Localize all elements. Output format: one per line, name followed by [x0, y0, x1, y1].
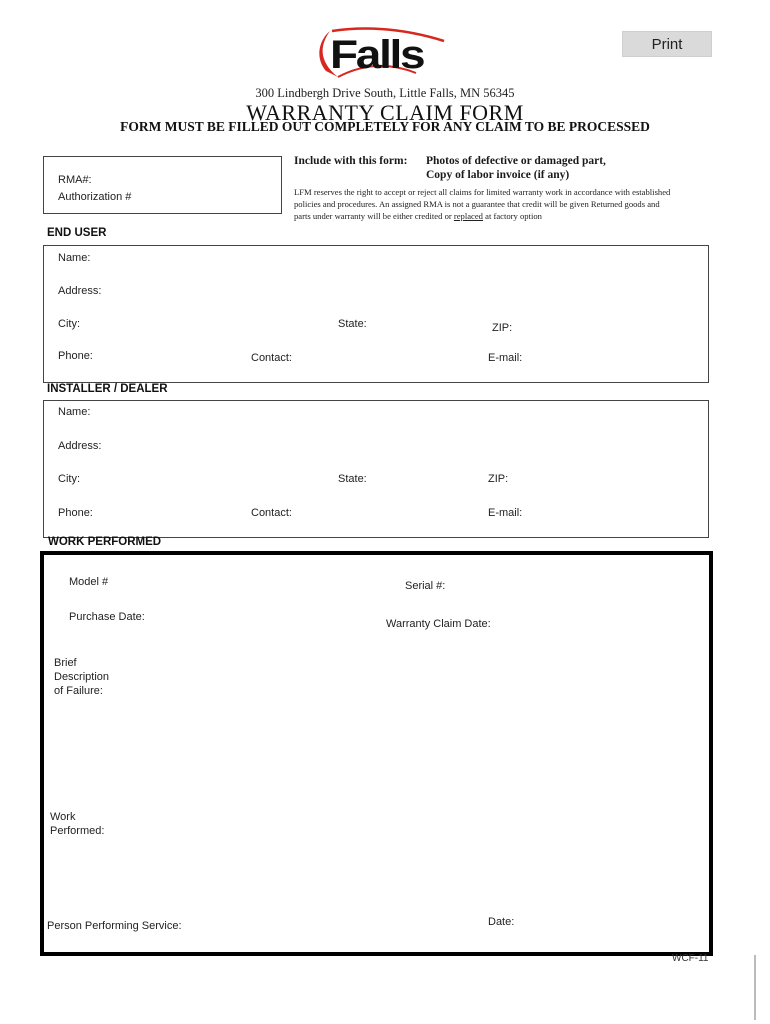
installer-city-field[interactable]: City:: [58, 473, 80, 485]
installer-heading: INSTALLER / DEALER: [47, 383, 168, 395]
installer-state-field[interactable]: State:: [338, 473, 367, 485]
end-user-city-field[interactable]: City:: [58, 318, 80, 330]
purchase-date-field[interactable]: Purchase Date:: [69, 611, 145, 623]
authorization-label: Authorization #: [58, 191, 132, 203]
failure-description-field[interactable]: Brief Description of Failure:: [54, 657, 110, 697]
include-label: Include with this form:: [294, 155, 408, 167]
scan-edge-divider: [754, 955, 756, 1020]
service-date-field[interactable]: Date:: [488, 916, 515, 928]
page-subtitle: FORM MUST BE FILLED OUT COMPLETELY FOR ANY CLAIM TO BE PROCESSED: [120, 119, 650, 134]
installer-contact-field[interactable]: Contact:: [251, 507, 292, 519]
installer-address-field[interactable]: Address:: [58, 440, 102, 452]
model-field[interactable]: Model #: [69, 576, 109, 588]
page-title: WARRANTY CLAIM FORM: [246, 100, 524, 125]
rma-label: RMA#:: [58, 174, 92, 186]
person-performing-service-field[interactable]: Person Performing Service:: [47, 920, 182, 932]
end-user-name-field[interactable]: Name:: [58, 252, 91, 264]
notice-line: parts under warranty will be either credited or replaced at factory option: [294, 211, 542, 221]
form-code: WCF-11: [672, 953, 709, 964]
include-item-invoice: Copy of labor invoice (if any): [426, 169, 570, 181]
installer-email-field[interactable]: E-mail:: [488, 507, 523, 519]
installer-box: [43, 400, 709, 538]
end-user-heading: END USER: [47, 227, 107, 239]
rma-box[interactable]: [43, 156, 282, 214]
end-user-contact-field[interactable]: Contact:: [251, 352, 292, 364]
falls-logo: [316, 27, 456, 85]
installer-phone-field[interactable]: Phone:: [58, 507, 93, 519]
warranty-claim-date-field[interactable]: Warranty Claim Date:: [386, 618, 491, 630]
end-user-email-field[interactable]: E-mail:: [488, 352, 523, 364]
work-performed-field[interactable]: Work Performed:: [50, 811, 105, 837]
replaced-text: replaced: [453, 211, 483, 221]
work-performed-heading: WORK PERFORMED: [48, 536, 162, 548]
company-address: 300 Lindbergh Drive South, Little Falls, MN 56345: [255, 86, 515, 100]
work-performed-box: [40, 551, 713, 956]
include-item-photos: Photos of defective or damaged part,: [426, 155, 606, 167]
notice-line: policies and procedures. An assigned RMA is not a guarantee that credit will be given Returned goods and: [294, 199, 660, 209]
notice-line: LFM reserves the right to accept or reject all claims for limited warranty work in accordance with established: [294, 187, 671, 197]
print-button[interactable]: Print: [622, 31, 712, 57]
logo-wordmark: Falls: [330, 33, 424, 77]
rma-notice: [294, 186, 714, 222]
serial-field[interactable]: Serial #:: [405, 580, 446, 592]
installer-name-field[interactable]: Name:: [58, 406, 91, 418]
end-user-zip-field[interactable]: ZIP:: [492, 322, 513, 334]
end-user-phone-field[interactable]: Phone:: [58, 350, 93, 362]
end-user-address-field[interactable]: Address:: [58, 285, 102, 297]
end-user-state-field[interactable]: State:: [338, 318, 367, 330]
end-user-box: [43, 245, 709, 383]
installer-zip-field[interactable]: ZIP:: [488, 473, 509, 485]
